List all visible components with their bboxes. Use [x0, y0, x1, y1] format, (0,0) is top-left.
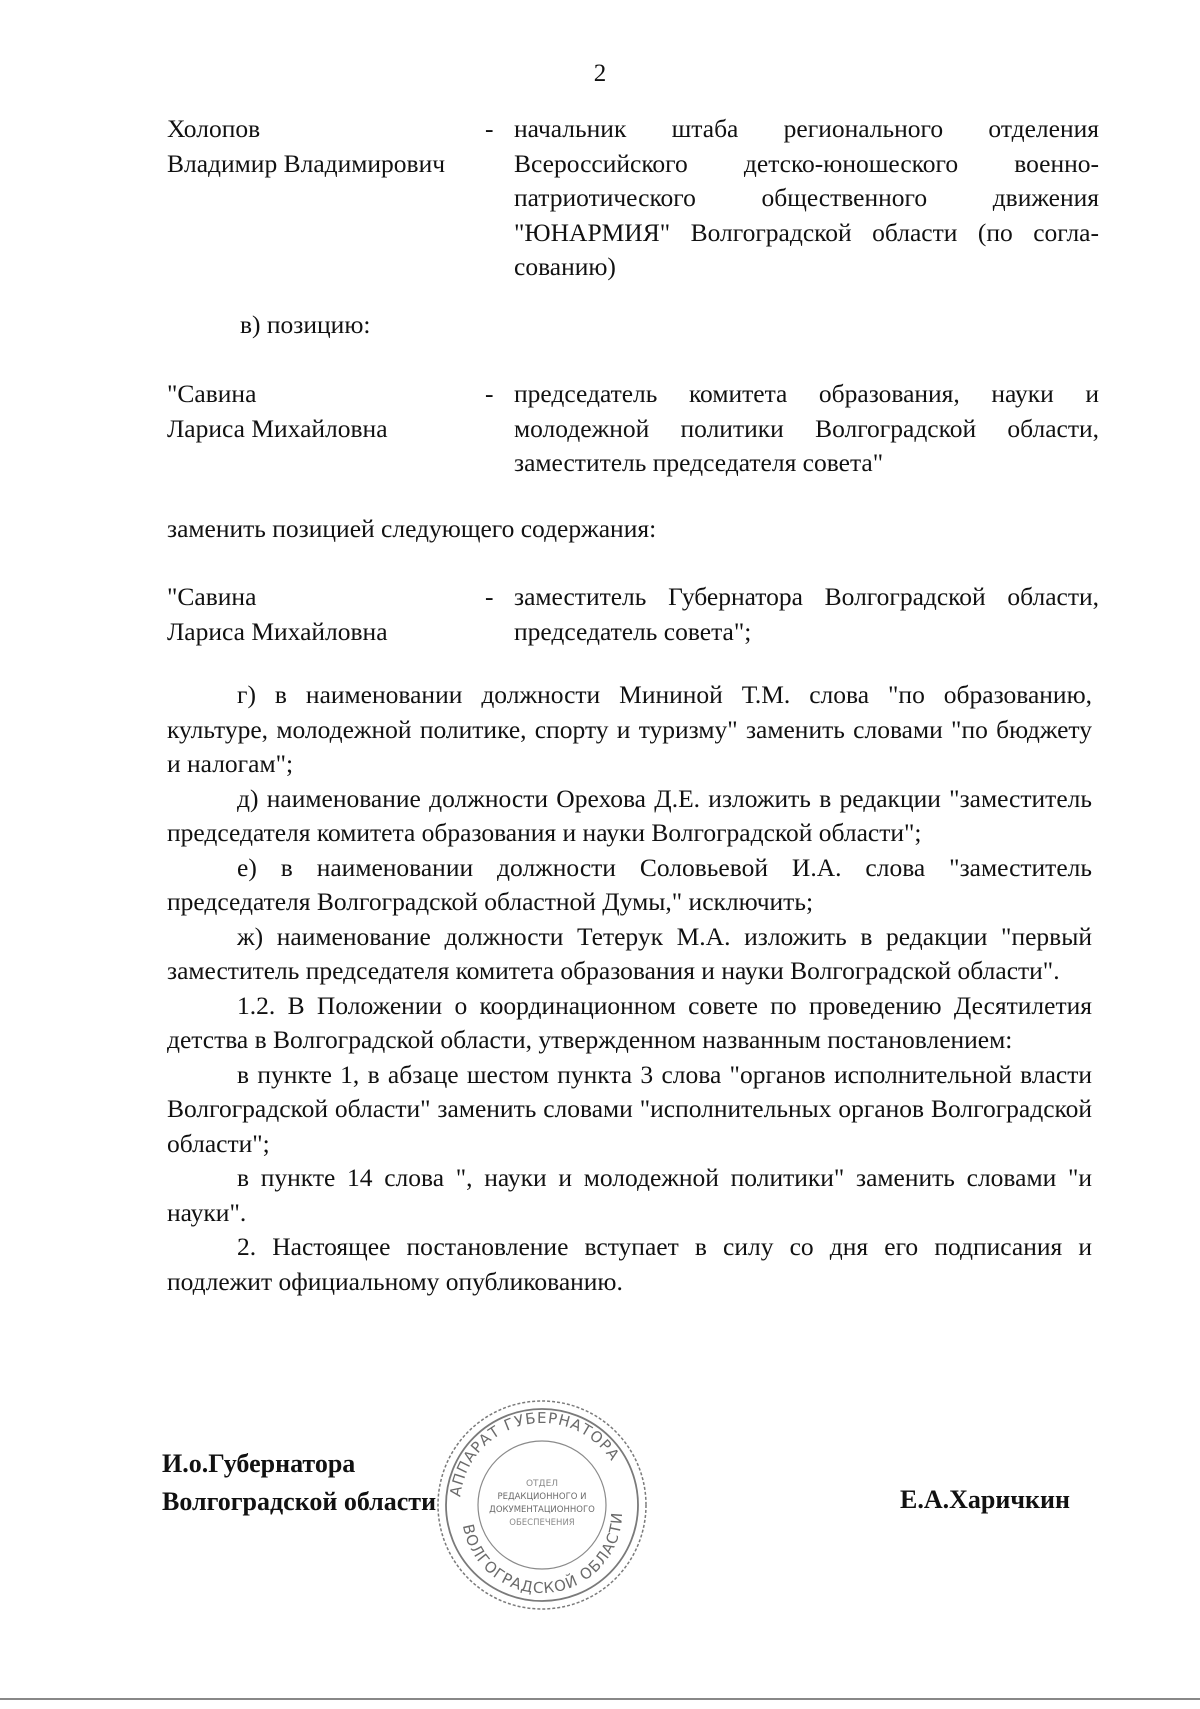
signatory-title [162, 1445, 436, 1521]
paragraph-zh: ж) наименование должности Тетерук М.А. изложить в редакции "первый заместитель председателя комитета образования и науки Волгоградской области". [167, 921, 1092, 985]
page-number: 2 [593, 60, 607, 87]
old-position-name: "Савина Лариса Михайловна [167, 379, 388, 443]
svg-text:ОТДЕЛ: ОТДЕЛ [525, 1479, 559, 1489]
paragraph-point-14: в пункте 14 слова ", науки и молодежной политики" заменить словами "и науки". [167, 1163, 1092, 1227]
signatory-name: Е.А.Харичкин [900, 1485, 1070, 1514]
replace-intro: заменить позицией следующего содержания: [167, 514, 657, 543]
paragraph-g: г) в наименовании должности Мининой Т.М. слова "по образованию, культуре, молодежной политике, спорту и туризму" заменить словами "по бюджету и налогам"; [167, 680, 1092, 778]
signatory-title-line2: Волгоградской области [162, 1487, 437, 1516]
svg-text:РЕДАКЦИОННОГО И: РЕДАКЦИОННОГО И [497, 1492, 587, 1502]
amendments-body [167, 678, 1092, 1299]
member-name: Холопов Владимир Владимирович [167, 114, 446, 178]
member-description: начальник штаба регионального отделения Всероссийского детско-юношеского военно-патриотического общественного движения "ЮНАРМИЯ" Волгоградской области (по согла-сованию) [514, 114, 1099, 281]
new-position-dash: - [485, 582, 494, 611]
svg-text:ОБЕСПЕЧЕНИЯ: ОБЕСПЕЧЕНИЯ [509, 1518, 575, 1528]
new-position-description: заместитель Губернатора Волгоградской области, председатель совета"; [514, 582, 1099, 646]
official-seal-stamp [432, 1395, 652, 1615]
scan-edge-line [0, 1698, 1200, 1700]
paragraph-e: е) в наименовании должности Соловьевой И.А. слова "заместитель председателя Волгоградской областной Думы," исключить; [167, 852, 1092, 916]
position-intro: в) позицию: [240, 310, 371, 339]
old-position-description: председатель комитета образования, науки и молодежной политики Волгоградской области, заместитель председателя совета" [514, 379, 1099, 477]
new-position-name: "Савина Лариса Михайловна [167, 582, 388, 646]
svg-text:ДОКУМЕНТАЦИОННОГО: ДОКУМЕНТАЦИОННОГО [489, 1505, 595, 1515]
svg-text:АППАРАТ ГУБЕРНАТОРА: АППАРАТ ГУБЕРНАТОРА [446, 1408, 624, 1498]
member-dash: - [485, 114, 494, 143]
paragraph-2: 2. Настоящее постановление вступает в силу со дня его подписания и подлежит официальному опубликованию. [167, 1232, 1092, 1296]
paragraph-d: д) наименование должности Орехова Д.Е. изложить в редакции "заместитель председателя комитета образования и науки Волгоградской области"; [167, 783, 1092, 847]
svg-text:ВОЛГОГРАДСКОЙ ОБЛАСТИ: ВОЛГОГРАДСКОЙ ОБЛАСТИ [458, 1511, 627, 1598]
old-position-dash: - [485, 379, 494, 408]
paragraph-1-2: 1.2. В Положении о координационном совете по проведению Десятилетия детства в Волгоградской области, утвержденном названным постановлением: [167, 990, 1092, 1054]
paragraph-point-1: в пункте 1, в абзаце шестом пункта 3 слова "органов исполнительной власти Волгоградской области" заменить словами "исполнительных органов Волгоградской области"; [167, 1059, 1092, 1158]
signatory-title-line1: И.о.Губернатора [162, 1449, 356, 1478]
